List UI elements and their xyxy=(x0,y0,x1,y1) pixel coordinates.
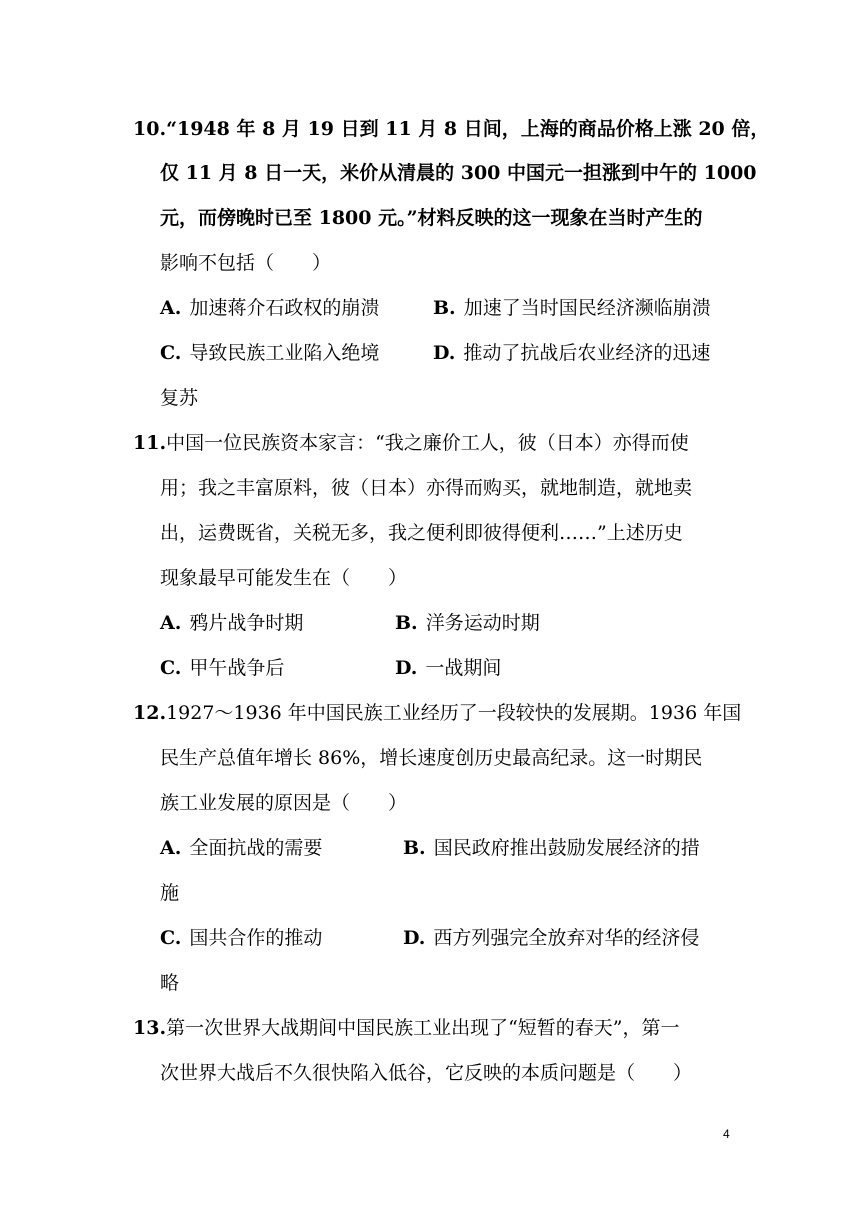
option-d[interactable] xyxy=(395,655,501,681)
option-letter: A. xyxy=(160,297,182,319)
question-stem-line: 元，而傍晚时已至 1800 元。”材料反映的这一现象在当时产生的 xyxy=(160,207,703,229)
option-d[interactable] xyxy=(403,925,699,951)
option-letter: C. xyxy=(160,927,182,949)
option-text: 一战期间 xyxy=(425,657,502,679)
question-number: 10. xyxy=(133,118,167,140)
option-text: 加速了当时国民经济濒临崩溃 xyxy=(463,297,711,319)
option-c[interactable] xyxy=(160,925,322,951)
option-letter: D. xyxy=(395,657,418,679)
option-letter: A. xyxy=(160,612,182,634)
option-a[interactable] xyxy=(160,295,379,321)
question-stem-line: 中国一位民族资本家言：“我之廉价工人，彼（日本）亦得而使 xyxy=(166,432,689,454)
option-letter: B. xyxy=(433,297,456,319)
option-letter: A. xyxy=(160,837,182,859)
question-10-line-1 xyxy=(133,116,769,142)
option-text: 加速蒋介石政权的崩溃 xyxy=(189,297,380,319)
option-text: 洋务运动时期 xyxy=(425,612,540,634)
question-stem-line: 第一次世界大战期间中国民族工业出现了“短暂的春天”，第一 xyxy=(166,1017,680,1039)
question-stem-line: 出，运费既省，关税无多，我之便利即彼得便利……”上述历史 xyxy=(160,522,683,544)
option-text: 国共合作的推动 xyxy=(189,927,323,949)
option-letter: D. xyxy=(403,927,426,949)
question-number: 11. xyxy=(133,432,167,454)
option-letter: D. xyxy=(433,342,456,364)
question-stem-line: 1927～1936 年中国民族工业经历了一段较快的发展期。1936 年国 xyxy=(166,702,742,724)
option-text: 推动了抗战后农业经济的迅速 xyxy=(463,342,711,364)
question-stem-line: 现象最早可能发生在（ ） xyxy=(160,567,408,589)
option-a[interactable] xyxy=(160,610,303,636)
question-stem-line: 用；我之丰富原料，彼（日本）亦得而购买，就地制造，就地卖 xyxy=(160,477,693,499)
option-d[interactable] xyxy=(433,340,710,366)
page-number: 4 xyxy=(723,1127,730,1141)
option-d-continuation: 复苏 xyxy=(160,387,199,409)
option-text: 甲午战争后 xyxy=(189,657,285,679)
option-c[interactable] xyxy=(160,340,379,366)
question-stem-line: 次世界大战后不久很快陷入低谷，它反映的本质问题是（ ） xyxy=(160,1062,693,1084)
option-text: 鸦片战争时期 xyxy=(189,612,304,634)
option-text: 西方列强完全放弃对华的经济侵 xyxy=(433,927,700,949)
question-13-line-1 xyxy=(133,1015,680,1041)
option-letter: B. xyxy=(403,837,426,859)
option-b[interactable] xyxy=(403,835,700,861)
option-letter: B. xyxy=(395,612,418,634)
question-stem-line: “1948 年 8 月 19 日到 11 月 8 日间，上海的商品价格上涨 20 倍， xyxy=(166,118,770,140)
question-11-line-1 xyxy=(133,430,689,456)
question-number: 12. xyxy=(133,702,167,724)
option-d-continuation: 略 xyxy=(160,972,180,994)
option-text: 导致民族工业陷入绝境 xyxy=(189,342,380,364)
option-letter: C. xyxy=(160,342,182,364)
option-b[interactable] xyxy=(395,610,540,636)
option-b[interactable] xyxy=(433,295,711,321)
question-stem-line: 影响不包括（ ） xyxy=(160,252,332,274)
option-b-continuation: 施 xyxy=(160,882,180,904)
option-letter: C. xyxy=(160,657,182,679)
option-c[interactable] xyxy=(160,655,284,681)
option-text: 全面抗战的需要 xyxy=(189,837,323,859)
question-12-line-1 xyxy=(133,700,741,726)
question-stem-line: 民生产总值年增长 86%，增长速度创历史最高纪录。这一时期民 xyxy=(160,747,703,769)
option-text: 国民政府推出鼓励发展经济的措 xyxy=(433,837,700,859)
question-stem-line: 族工业发展的原因是（ ） xyxy=(160,792,408,814)
question-number: 13. xyxy=(133,1017,167,1039)
option-a[interactable] xyxy=(160,835,322,861)
question-stem-line: 仅 11 月 8 日一天，米价从清晨的 300 中国元一担涨到中午的 1000 xyxy=(160,162,757,184)
